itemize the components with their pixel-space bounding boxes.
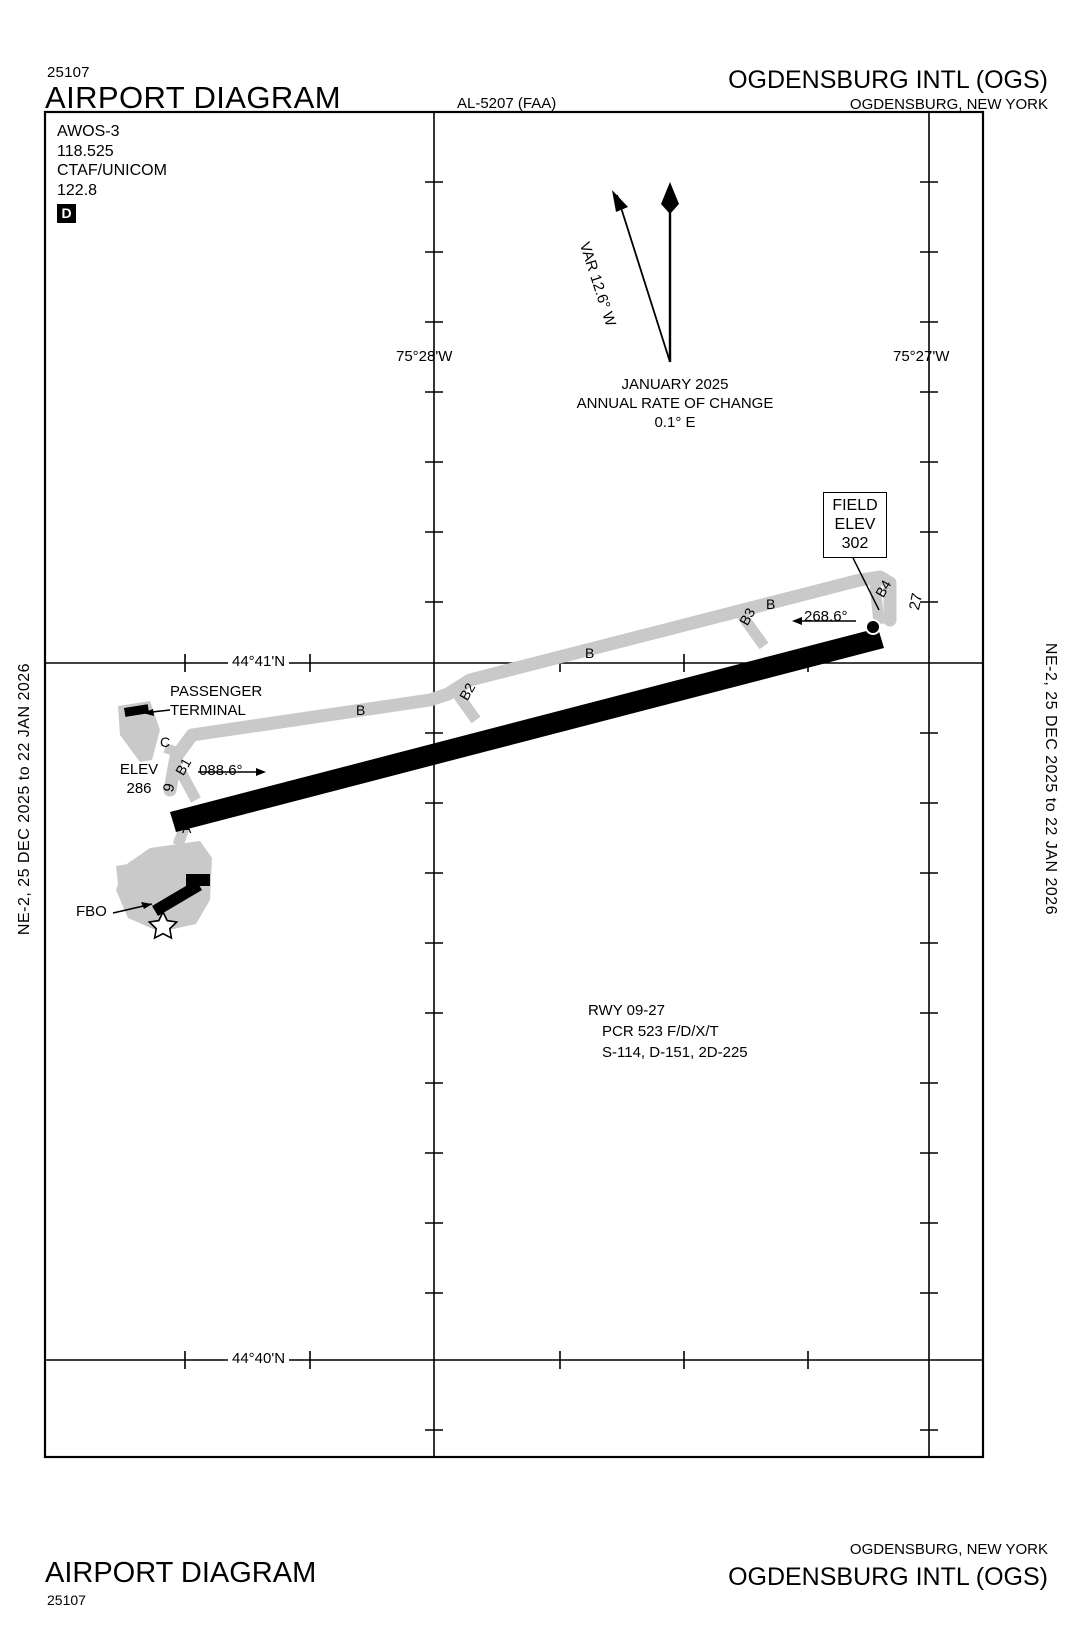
page-title-top: AIRPORT DIAGRAM <box>45 80 341 115</box>
taxiway-label-b2: B2 <box>456 680 479 703</box>
declination-date: JANUARY 2025 <box>621 376 729 393</box>
field-elev-value: 302 <box>841 535 869 552</box>
threshold-elev-label: ELEV <box>119 761 159 778</box>
latitude-label-lower: 44°40'N <box>228 1350 289 1367</box>
taxiway-label-a: A <box>182 820 192 836</box>
passenger-terminal-line-1: PASSENGER <box>170 683 263 700</box>
passenger-terminal-line-2: TERMINAL <box>170 702 246 719</box>
awos-label: AWOS-3 <box>57 123 120 140</box>
taxiway-label-b-1: B <box>356 702 366 718</box>
latitude-label-upper: 44°41'N <box>228 653 289 670</box>
threshold-elev-value: 286 <box>126 780 152 797</box>
longitude-label-left: 75°28'W <box>396 348 453 365</box>
runway-end-09-label: 9 <box>160 781 179 794</box>
field-elevation-box <box>823 492 887 558</box>
communications-block <box>57 122 167 224</box>
threshold-elevation-09 <box>106 760 172 798</box>
airport-name-bottom: OGDENSBURG INTL (OGS) <box>728 1563 1048 1591</box>
runway-end-27-label: 27 <box>906 591 927 612</box>
taxiway-label-c: C <box>160 734 171 750</box>
magnetic-variation-label: VAR 12.6° W <box>575 240 620 329</box>
taxiway-b-centerline <box>170 577 890 790</box>
page-title-bottom: AIRPORT DIAGRAM <box>45 1557 317 1589</box>
airport-city-top: OGDENSBURG, NEW YORK <box>849 96 1048 113</box>
field-elev-label-2: ELEV <box>834 516 876 533</box>
pcr-value: PCR 523 F/D/X/T <box>602 1023 719 1040</box>
taxiway-label-b-3: B <box>766 596 776 612</box>
passenger-terminal-label <box>170 682 262 720</box>
pcr-runway-id: RWY 09-27 <box>588 1002 665 1019</box>
runway-dimensions: 6400 X 150 <box>502 712 581 745</box>
chart-number-bottom: 25107 <box>47 1592 86 1608</box>
airport-name-top: OGDENSBURG INTL (OGS) <box>728 66 1048 94</box>
pavement-strength-block <box>588 1000 748 1063</box>
taxiway-label-b1: B1 <box>172 755 195 778</box>
annual-rate-label: ANNUAL RATE OF CHANGE <box>576 395 774 412</box>
d-badge-icon: D <box>57 204 76 223</box>
declination-block <box>530 375 820 432</box>
taxiway-label-b4: B4 <box>872 577 895 600</box>
annual-rate-value: 0.1° E <box>654 414 696 431</box>
effective-date-right: NE-2, 25 DEC 2025 to 22 JAN 2026 <box>1042 642 1059 916</box>
runway-27-heading: 268.6° <box>804 608 848 625</box>
al-number: AL-5207 (FAA) <box>457 95 557 112</box>
field-elev-label-1: FIELD <box>832 497 878 514</box>
pcr-weight-bearing: S-114, D-151, 2D-225 <box>602 1044 748 1061</box>
effective-date-left: NE-2, 25 DEC 2025 to 22 JAN 2026 <box>16 662 33 936</box>
taxiway-label-b-2: B <box>585 645 595 661</box>
fbo-label: FBO <box>76 903 107 920</box>
longitude-label-right: 75°27'W <box>893 348 950 365</box>
ctaf-unicom-frequency: 122.8 <box>57 181 98 199</box>
variation-arrow <box>612 190 670 362</box>
chart-number-top: 25107 <box>47 64 90 81</box>
taxiway-label-b3: B3 <box>736 605 759 628</box>
magnetic-north-arrow <box>661 182 679 362</box>
runway-27-threshold-marker <box>866 620 880 634</box>
awos-frequency: 118.525 <box>57 142 114 160</box>
ctaf-unicom-label: CTAF/UNICOM <box>57 162 167 179</box>
runway-09-heading: 088.6° <box>199 762 243 779</box>
airport-city-bottom: OGDENSBURG, NEW YORK <box>849 1541 1048 1558</box>
